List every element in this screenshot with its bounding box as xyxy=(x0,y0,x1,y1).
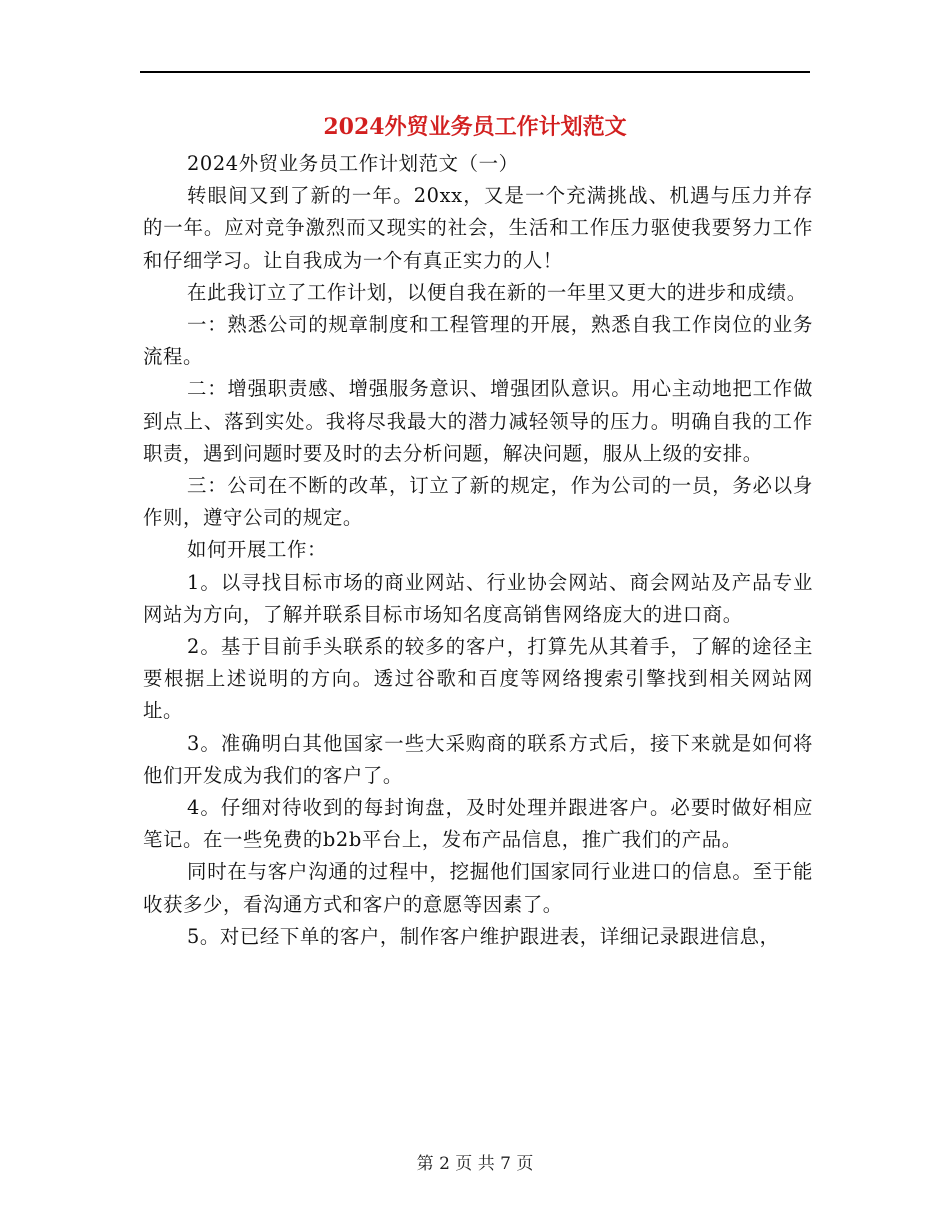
paragraph-how-to: 如何开展工作： xyxy=(187,538,327,562)
paragraph-step-1: 1。以寻找目标市场的商业网站、行业协会网站、商会网站及产品专业网站为方向，了解并联系目标市场知名度高销售网络庞大的进口商。 xyxy=(143,570,813,626)
paragraph-item-two: 二：增强职责感、增强服务意识、增强团队意识。用心主动地把工作做到点上、落到实处。我将尽我最大的潜力减轻领导的压力。明确自我的工作职责，遇到问题时要及时的去分析问题，解决问题，服从上级的安排。 xyxy=(143,377,813,465)
paragraph-step-5: 5。对已经下单的客户，制作客户维护跟进表，详细记录跟进信息， xyxy=(187,924,780,948)
paragraph-subtitle: 2024外贸业务员工作计划范文（一） xyxy=(187,152,519,175)
paragraph-step-2: 2。基于目前手头联系的较多的客户，打算先从其着手，了解的途径主要根据上述说明的方向。透过谷歌和百度等网络搜索引擎找到相关网站网址。 xyxy=(143,635,813,723)
document-body xyxy=(143,148,813,953)
header-rule xyxy=(140,71,810,73)
paragraph-item-three: 三：公司在不断的改革，订立了新的规定，作为公司的一员，务必以身作则，遵守公司的规定。 xyxy=(143,474,813,530)
paragraph-intro: 转眼间又到了新的一年。20xx，又是一个充满挑战、机遇与压力并存的一年。应对竞争激烈而又现实的社会，生活和工作压力驱使我要努力工作和仔细学习。让自我成为一个有真正实力的人！ xyxy=(143,184,813,272)
paragraph-item-one: 一：熟悉公司的规章制度和工程管理的开展，熟悉自我工作岗位的业务流程。 xyxy=(143,313,813,369)
page-number-footer: 第 2 页 共 7 页 xyxy=(416,1154,534,1174)
document-title: 2024外贸业务员工作计划范文 xyxy=(323,114,627,140)
paragraph-step-3: 3。准确明白其他国家一些大采购商的联系方式后，接下来就是如何将他们开发成为我们的客户了。 xyxy=(143,731,813,787)
paragraph-step-4: 4。仔细对待收到的每封询盘，及时处理并跟进客户。必要时做好相应笔记。在一些免费的b2b平台上，发布产品信息，推广我们的产品。 xyxy=(143,796,813,852)
paragraph-plan: 在此我订立了工作计划，以便自我在新的一年里又更大的进步和成绩。 xyxy=(187,280,807,304)
paragraph-communication: 同时在与客户沟通的过程中，挖掘他们国家同行业进口的信息。至于能收获多少，看沟通方式和客户的意愿等因素了。 xyxy=(143,860,813,916)
